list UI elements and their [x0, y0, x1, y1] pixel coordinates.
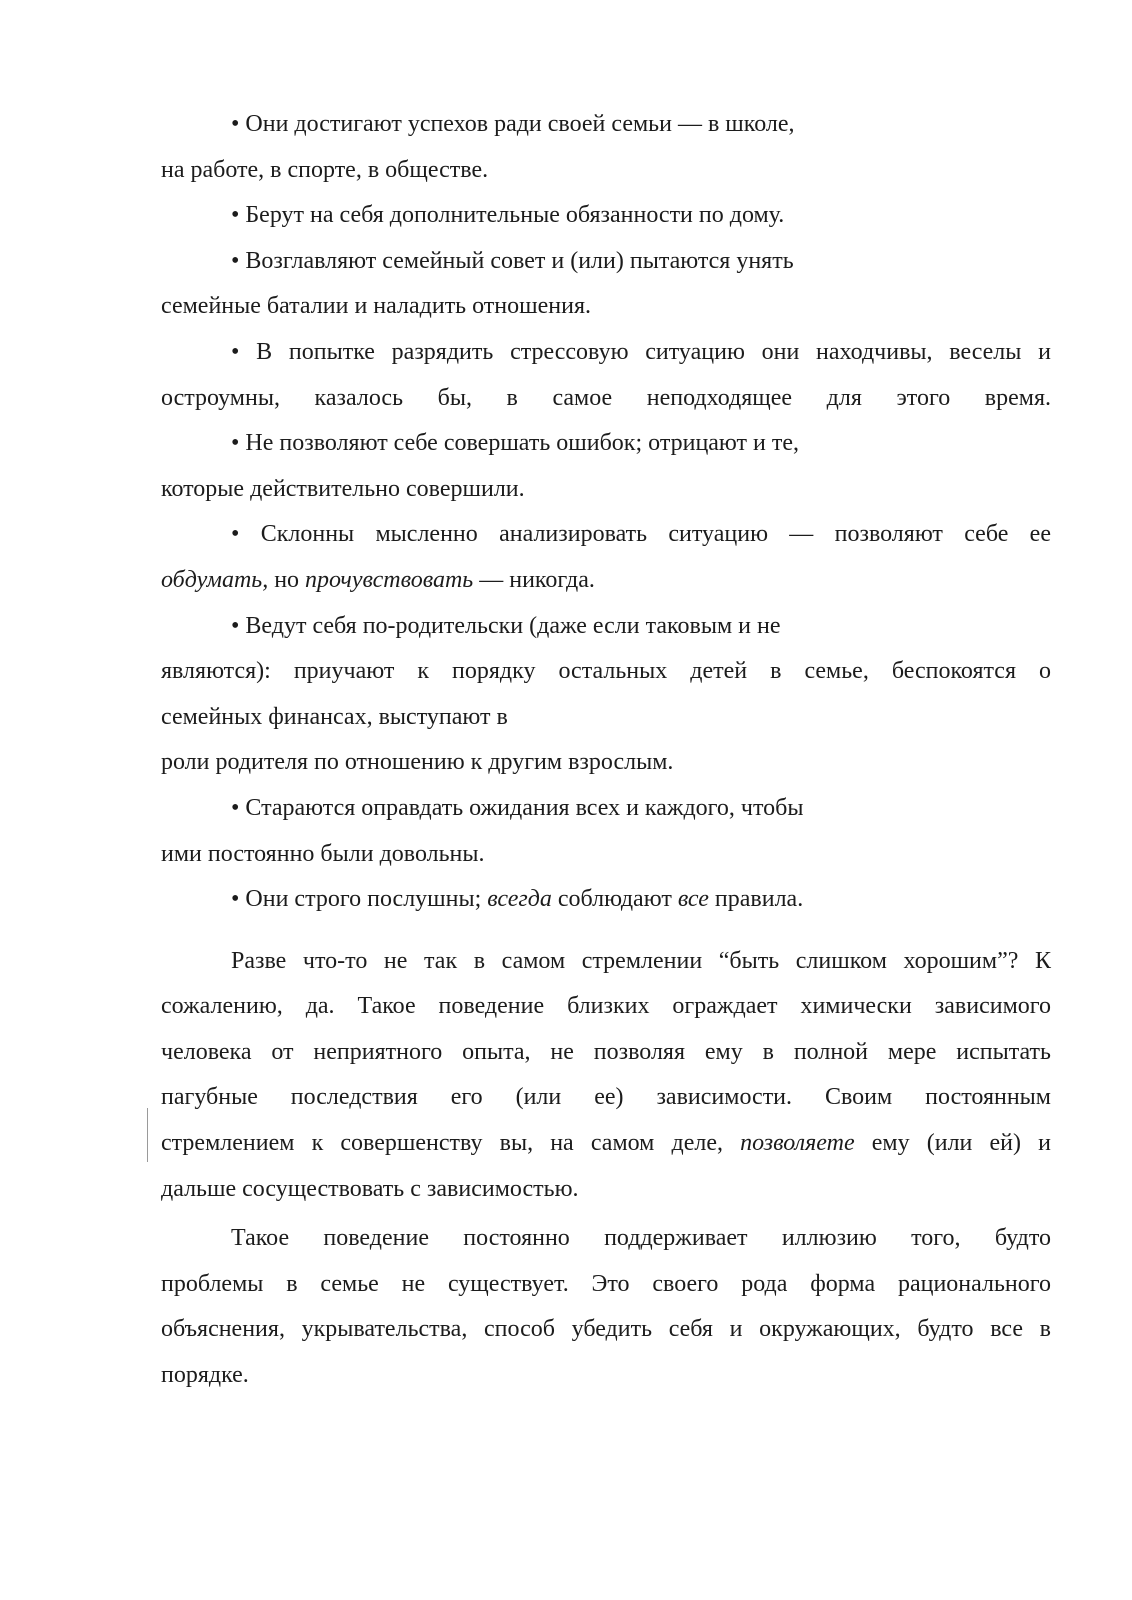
emphasis-text: обдумать,: [161, 566, 269, 593]
emphasis-text: позволяете: [740, 1130, 855, 1157]
text-run: — никогда.: [473, 566, 595, 593]
text-line: [161, 877, 1051, 923]
document-page: [161, 102, 1051, 1399]
bullet-item: [161, 239, 1051, 330]
text-run: ими постоянно были довольны.: [161, 840, 485, 867]
text-run: ему (или ей) и: [854, 1130, 1051, 1157]
text-line: [161, 649, 1051, 695]
text-run: Такое поведение постоянно поддерживает иллюзию того, будто: [231, 1225, 1051, 1252]
text-run: • Берут на себя дополнительные обязанности по дому.: [231, 202, 785, 229]
text-line: [161, 1121, 1051, 1167]
text-run: порядке.: [161, 1362, 249, 1389]
text-run: • Не позволяют себе совершать ошибок; отрицают и те,: [231, 430, 800, 457]
text-run: правила.: [708, 886, 804, 913]
bullet-item: [161, 193, 1051, 239]
emphasis-text: всегда: [487, 886, 552, 913]
text-run: дальше сосуществовать с зависимостью.: [161, 1175, 579, 1202]
emphasis-text: все: [677, 886, 709, 913]
margin-change-bar: [147, 1108, 148, 1162]
text-run: проблемы в семье не существует. Это своего рода форма рационального: [161, 1270, 1051, 1297]
text-line: [161, 239, 1051, 285]
text-run: • Склонны мысленно анализировать ситуацию — позволяют себе ее: [231, 521, 1051, 548]
text-run: остроумны, казалось бы, в самое неподходящее для этого время.: [161, 384, 1051, 411]
text-line: [161, 740, 1051, 786]
text-run: пагубные последствия его (или ее) зависимости. Своим постоянным: [161, 1084, 1051, 1111]
text-run: соблюдают: [551, 886, 678, 913]
bullet-item: [161, 604, 1051, 786]
text-line: [161, 984, 1051, 1030]
text-line: [161, 1262, 1051, 1308]
emphasis-text: прочувствовать: [305, 566, 474, 593]
text-line: [161, 284, 1051, 330]
text-run: человека от неприятного опыта, не позволяя ему в полной мере испытать: [161, 1038, 1051, 1065]
text-line: [161, 1030, 1051, 1076]
text-line: [161, 1216, 1051, 1262]
bullet-item: [161, 102, 1051, 193]
body-paragraph: [161, 939, 1051, 1213]
text-run: • Ведут себя по-родительски (даже если таковым и не: [231, 612, 781, 639]
text-line: [161, 376, 1051, 422]
text-line: [161, 786, 1051, 832]
body-paragraph: [161, 1216, 1051, 1398]
text-line: [161, 939, 1051, 985]
bullet-item: [161, 421, 1051, 512]
text-run: • Они строго послушны;: [231, 886, 488, 913]
text-run: • Возглавляют семейный совет и (или) пытаются унять: [231, 247, 794, 274]
text-line: [161, 467, 1051, 513]
text-line: [161, 695, 1051, 741]
text-line: [161, 1353, 1051, 1399]
text-run: роли родителя по отношению к другим взрослым.: [161, 749, 674, 776]
text-run: на работе, в спорте, в обществе.: [161, 156, 489, 183]
bullet-list: [161, 102, 1051, 923]
text-line: [161, 832, 1051, 878]
text-run: Разве что-то не так в самом стремлении “быть слишком хорошим”? К: [231, 947, 1051, 974]
text-line: [161, 604, 1051, 650]
text-line: [161, 558, 1051, 604]
section-gap: [161, 923, 1051, 939]
text-line: [161, 148, 1051, 194]
text-run: • Они достигают успехов ради своей семьи — в школе,: [231, 111, 795, 137]
text-line: [161, 330, 1051, 376]
text-line: [161, 1167, 1051, 1213]
bullet-item: [161, 877, 1051, 923]
text-line: [161, 1075, 1051, 1121]
text-line: [161, 102, 1051, 148]
bullet-item: [161, 330, 1051, 421]
text-run: являются): приучают к порядку остальных детей в семье, беспокоятся о: [161, 658, 1051, 685]
text-run: семейных финансах, выступают в: [161, 703, 508, 730]
text-run: • Стараются оправдать ожидания всех и каждого, чтобы: [231, 794, 804, 821]
text-line: [161, 193, 1051, 239]
text-line: [161, 1307, 1051, 1353]
text-run: которые действительно совершили.: [161, 475, 525, 502]
bullet-item: [161, 786, 1051, 877]
bullet-item: [161, 512, 1051, 603]
text-run: • В попытке разрядить стрессовую ситуацию они находчивы, веселы и: [231, 338, 1051, 365]
text-line: [161, 421, 1051, 467]
paragraph-list: [161, 939, 1051, 1399]
text-run: сожалению, да. Такое поведение близких ограждает химически зависимого: [161, 993, 1051, 1020]
text-line: [161, 512, 1051, 558]
text-run: семейные баталии и наладить отношения.: [161, 293, 591, 320]
text-run: но: [268, 566, 306, 593]
text-run: объяснения, укрывательства, способ убедить себя и окружающих, будто все в: [161, 1316, 1051, 1343]
text-run: стремлением к совершенству вы, на самом деле,: [161, 1130, 741, 1157]
